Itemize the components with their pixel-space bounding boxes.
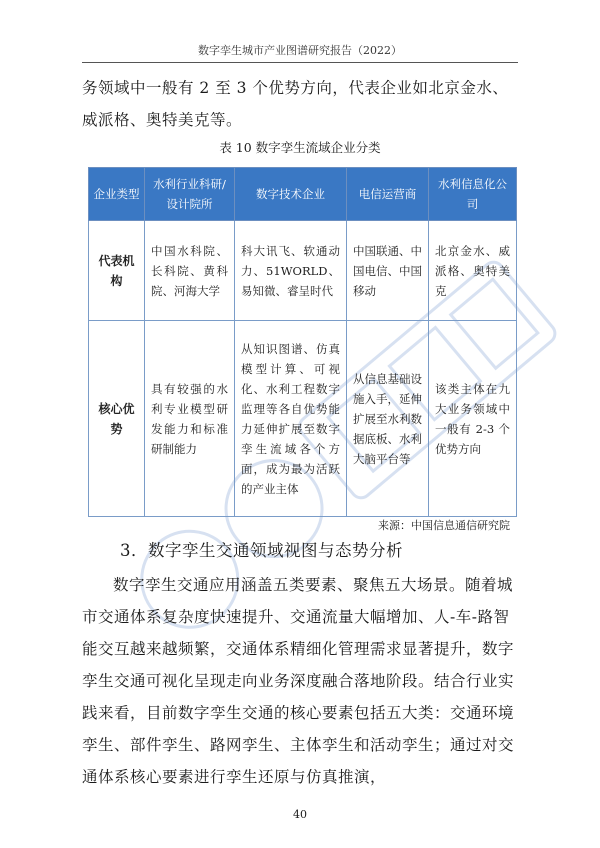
row-label: 核心优势 (89, 321, 145, 517)
header-cell: 企业类型 (89, 168, 145, 221)
paragraph-main: 数字孪生交通应用涵盖五类要素、聚焦五大场景。随着城市交通体系复杂度快速提升、交通流量大幅增加、人-车-路智能交互越来越频繁，交通体系精细化管理需求显著提升，数字孪生交通可视化呈现走向业务深度融合落地阶段。结合行业实践来看，目前数字孪生交通的核心要素包括五大类：交通环境孪生、部件孪生、路网孪生、主体孪生和活动孪生；通过对交通体系核心要素进行孪生还原与仿真推演， (82, 576, 515, 786)
table-source: 来源：中国信息通信研究院 (378, 519, 510, 532)
table-cell: 从信息基础设施入手，延伸扩展至水利数据底板、水利大脑平台等 (347, 321, 429, 517)
table-cell: 具有较强的水利专业模型研发能力和标准研制能力 (145, 321, 235, 517)
table-row (89, 221, 517, 321)
table-cell: 该类主体在九大业务领域中一般有 2-3 个优势方向 (429, 321, 517, 517)
page-number: 40 (293, 808, 307, 821)
header-cell: 电信运营商 (347, 168, 429, 221)
page-header: 数字孪生城市产业图谱研究报告（2022） (198, 44, 402, 57)
header-cell: 水利信息化公司 (429, 168, 517, 221)
header-cell: 数字技术企业 (235, 168, 347, 221)
table-cell: 中国联通、中国电信、中国移动 (347, 221, 429, 321)
table-cell: 中国水科院、长科院、黄科院、河海大学 (145, 221, 235, 321)
enterprise-table (88, 167, 517, 517)
paragraph-top: 务领域中一般有 2 至 3 个优势方向，代表企业如北京金水、威派格、奥特美克等。 (82, 79, 509, 129)
header-cell: 水利行业科研/设计院所 (145, 168, 235, 221)
row-label: 代表机构 (89, 221, 145, 321)
table-header-row (89, 168, 517, 221)
section-heading: 3．数字孪生交通领域视图与态势分析 (120, 541, 403, 560)
header-divider (82, 62, 518, 63)
table-cell: 北京金水、威派格、奥特美克 (429, 221, 517, 321)
table-cell: 从知识图谱、仿真模型计算、可视化、水利工程数字监理等各自优势能力延伸扩展至数字孪生流域各个方面，成为最为活跃的产业主体 (235, 321, 347, 517)
table-caption: 表 10 数字孪生流域企业分类 (219, 140, 381, 155)
table-cell: 科大讯飞、软通动力、51WORLD、易知微、睿呈时代 (235, 221, 347, 321)
table-row (89, 321, 517, 517)
